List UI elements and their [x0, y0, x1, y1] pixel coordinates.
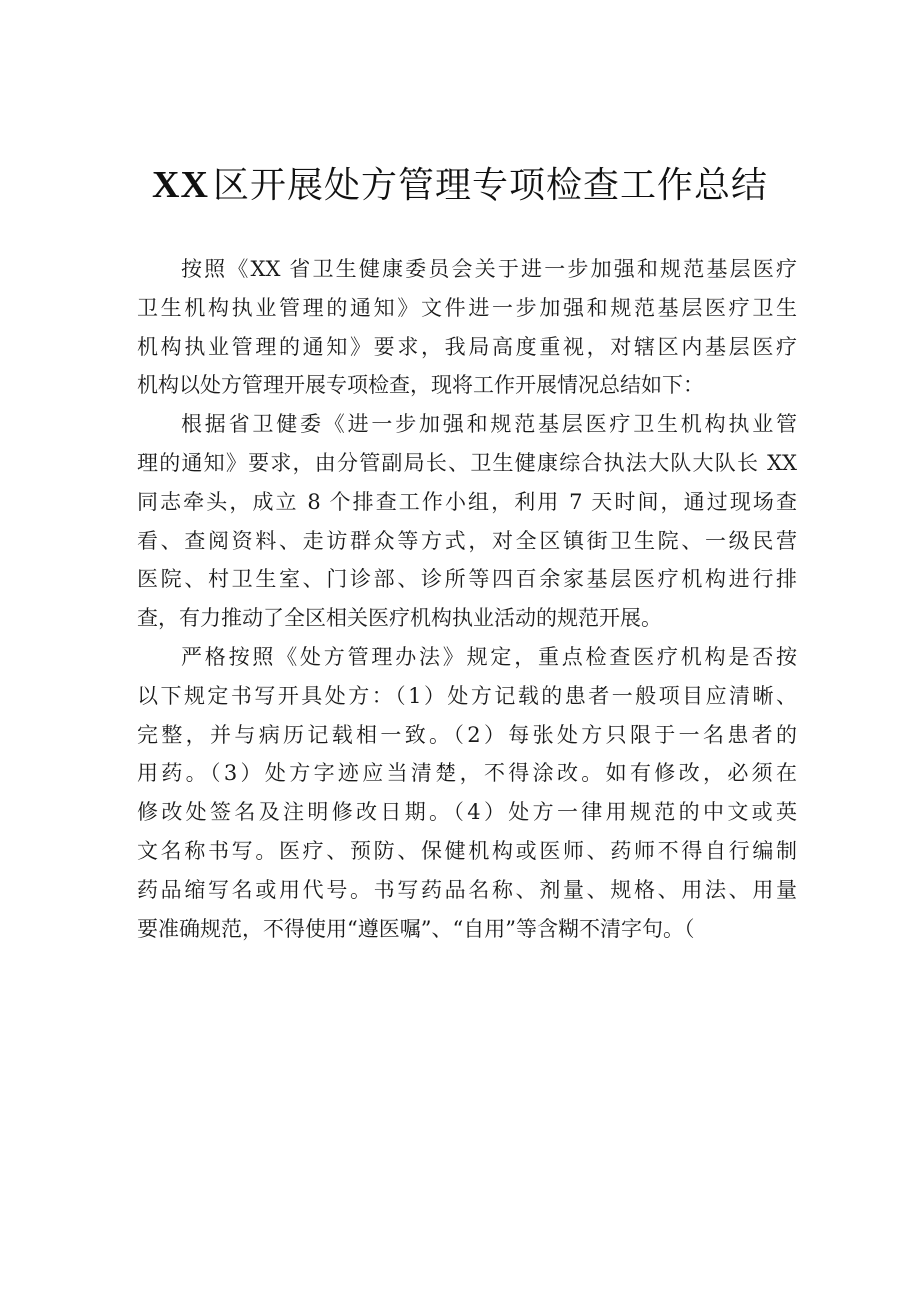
paragraph-3 [137, 638, 797, 948]
paragraph-line: 医院、村卫生室、门诊部、诊所等四百余家基层医疗机构进行排 [137, 567, 797, 592]
paragraph-line: 根据省卫健委《进一步加强和规范基层医疗卫生机构执业管 [181, 412, 797, 437]
paragraph-line: 完整，并与病历记载相一致。（2）每张处方只限于一名患者的 [137, 722, 797, 747]
paragraph-line: 卫生机构执业管理的通知》文件进一步加强和规范基层医疗卫生 [137, 295, 797, 320]
paragraph-line: 机构执业管理的通知》要求，我局高度重视，对辖区内基层医疗 [137, 334, 797, 359]
paragraph-line: 药品缩写名或用代号。书写药品名称、剂量、规格、用法、用量 [137, 877, 797, 902]
title-text: 区开展处方管理专项检查工作总结 [212, 165, 768, 206]
paragraph-line: 查，有力推动了全区相关医疗机构执业活动的规范开展。 [137, 606, 662, 631]
paragraph-1 [137, 250, 797, 405]
paragraph-line: 严格按照《处方管理办法》规定，重点检查医疗机构是否按 [181, 644, 797, 669]
paragraph-line: 机构以处方管理开展专项检查，现将工作开展情况总结如下： [137, 373, 704, 398]
paragraph-line: 同志牵头，成立 8 个排查工作小组，利用 7 天时间，通过现场查 [137, 489, 797, 514]
document-body [137, 250, 797, 948]
title-prefix: XX [152, 164, 209, 206]
paragraph-line: 修改处签名及注明修改日期。（4）处方一律用规范的中文或英 [137, 800, 797, 825]
paragraph-line: 文名称书写。医疗、预防、保健机构或医师、药师不得自行编制 [137, 838, 797, 863]
paragraph-line: 看、查阅资料、走访群众等方式，对全区镇街卫生院、一级民营 [137, 528, 797, 553]
paragraph-2 [137, 405, 797, 638]
paragraph-line: 用药。（3）处方字迹应当清楚，不得涂改。如有修改，必须在 [137, 761, 797, 786]
paragraph-line: 按照《XX 省卫生健康委员会关于进一步加强和规范基层医疗 [181, 257, 797, 281]
paragraph-line: 以下规定书写开具处方：（1）处方记载的患者一般项目应清晰、 [137, 683, 797, 708]
paragraph-line: 理的通知》要求，由分管副局长、卫生健康综合执法大队大队长 XX [137, 450, 797, 475]
document-title [0, 160, 920, 211]
paragraph-line: 要准确规范，不得使用“遵医嘱”、“自用”等含糊不清字句。（ [137, 916, 695, 941]
